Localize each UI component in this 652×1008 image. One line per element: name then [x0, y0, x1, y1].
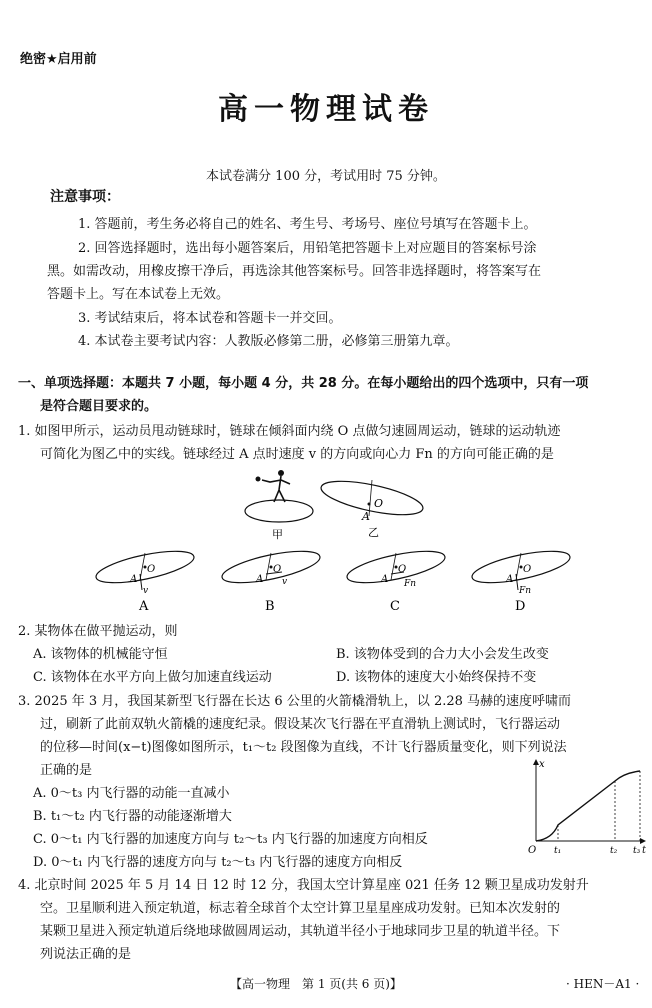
- q3-stem: 3. 2025 年 3 月，我国某新型飞行器在长达 6 公里的火箭橇滑轨上，以 2.28 马赫的速度呼啸而: [18, 694, 572, 709]
- section-heading-cont: 是符合题目要求的。: [40, 399, 158, 414]
- tick-t2: t₂: [610, 846, 618, 856]
- label-v: v: [143, 586, 149, 596]
- q1-stem: 1. 如图甲所示，运动员甩动链球时，链球在倾斜面内绕 O 点做匀速圆周运动，链球的运动轨迹: [18, 424, 561, 439]
- label-o: O: [273, 564, 282, 575]
- q3-option-c: C. 0～t₁ 内飞行器的加速度方向与 t₂～t₃ 内飞行器的加速度方向相反: [33, 832, 428, 847]
- section-heading: 一、单项选择题：本题共 7 小题，每小题 4 分，共 28 分。在每小题给出的四个选项中，只有一项: [18, 376, 589, 391]
- option-d-diagram: [470, 545, 573, 596]
- label-a: A: [362, 510, 370, 523]
- q3-option-d: D. 0～t₁ 内飞行器的速度方向与 t₂～t₃ 内飞行器的速度方向相反: [33, 855, 403, 870]
- tilted-orbit-yi: [318, 474, 425, 521]
- q3-stem: 的位移—时间(x−t)图像如图所示，t₁～t₂ 段图像为直线，不计飞行器质量变化，则下列说法: [40, 740, 567, 755]
- note-item: 4. 本试卷主要考试内容：人教版必修第二册，必修第三册第九章。: [78, 334, 459, 349]
- note-item: 1. 答题前，考生务必将自己的姓名、考生号、考场号、座位号填写在答题卡上。: [78, 217, 537, 232]
- xt-graph: [520, 755, 646, 857]
- option-b-diagram: [220, 545, 323, 589]
- q3-stem: 正确的是: [40, 763, 93, 778]
- label-o: O: [374, 497, 384, 510]
- label-a: A: [256, 574, 264, 585]
- label-o: O: [523, 564, 532, 575]
- label-v: v: [282, 577, 288, 587]
- label-a: A: [130, 574, 138, 585]
- score-note: 本试卷满分 100 分，考试用时 75 分钟。: [206, 169, 446, 184]
- notes-heading: 注意事项：: [50, 189, 120, 205]
- origin-label: O: [528, 845, 537, 856]
- page-footer: 【高一物理 第 1 页(共 6 页)】: [230, 977, 402, 991]
- note-item: 黑。如需改动，用橡皮擦干净后，再选涂其他答案标号。回答非选择题时，将答案写在: [47, 264, 542, 279]
- label-o: O: [147, 564, 156, 575]
- q2-option-c: C. 该物体在水平方向上做匀加速直线运动: [33, 670, 272, 685]
- axis-x-label: x: [539, 759, 545, 770]
- q1-figure: [0, 460, 652, 620]
- q2-option-b: B. 该物体受到的合力大小会发生改变: [336, 647, 549, 662]
- q4-stem: 列说法正确的是: [40, 947, 132, 962]
- option-c-diagram: [345, 545, 448, 589]
- note-item: 2. 回答选择题时，选出每小题答案后，用铅笔把答题卡上对应题目的答案标号涂: [78, 241, 537, 256]
- q2-option-d: D. 该物体的速度大小始终保持不变: [336, 670, 537, 685]
- q3-option-a: A. 0～t₃ 内飞行器的动能一直减小: [33, 786, 230, 801]
- label-o: O: [398, 564, 407, 575]
- label-fn: Fn: [404, 579, 417, 589]
- paper-code: · HEN－A1 ·: [566, 977, 640, 991]
- q4-stem: 空。卫星顺利进入预定轨道，标志着全球首个太空计算卫星星座成功发射。已知本次发射的: [40, 901, 561, 916]
- q4-stem: 4. 北京时间 2025 年 5 月 14 日 12 时 12 分，我国太空计算星座 021 任务 12 颗卫星成功发射升: [18, 878, 589, 893]
- q2-option-a: A. 该物体的机械能守恒: [33, 647, 168, 662]
- label-a: A: [506, 574, 514, 585]
- option-a-diagram: [94, 545, 197, 596]
- q4-stem: 某颗卫星进入预定轨道后绕地球做圆周运动，其轨道半径小于地球同步卫星的轨道半径。下: [40, 924, 561, 939]
- option-label: B: [265, 599, 275, 614]
- q2-stem: 2. 某物体在做平抛运动，则: [18, 624, 178, 639]
- note-item: 答题卡上。写在本试卷上无效。: [47, 287, 230, 302]
- label-yi: 乙: [368, 526, 379, 539]
- tick-t1: t₁: [554, 846, 562, 856]
- note-item: 3. 考试结束后，将本试卷和答题卡一并交回。: [78, 311, 342, 326]
- q3-stem: 过，刷新了此前双轨火箭橇的速度纪录。假设某次飞行器在平直滑轨上测试时，飞行器运动: [40, 717, 561, 732]
- option-label: A: [139, 599, 149, 614]
- athlete-figure: [245, 470, 313, 522]
- axis-t-label: t: [642, 845, 647, 856]
- label-a: A: [381, 574, 389, 585]
- confidential-label: 绝密★启用前: [20, 52, 97, 67]
- tick-t3: t₃: [633, 846, 641, 856]
- option-label: D: [515, 599, 526, 614]
- page-title: 高一物理试卷: [218, 92, 434, 127]
- q3-option-b: B. t₁～t₂ 内飞行器的动能逐渐增大: [33, 809, 232, 824]
- label-jia: 甲: [272, 528, 283, 541]
- label-fn: Fn: [519, 586, 532, 596]
- q1-stem: 可简化为图乙中的实线。链球经过 A 点时速度 v 的方向或向心力 Fn 的方向可能正确的是: [40, 447, 554, 462]
- option-label: C: [390, 599, 400, 614]
